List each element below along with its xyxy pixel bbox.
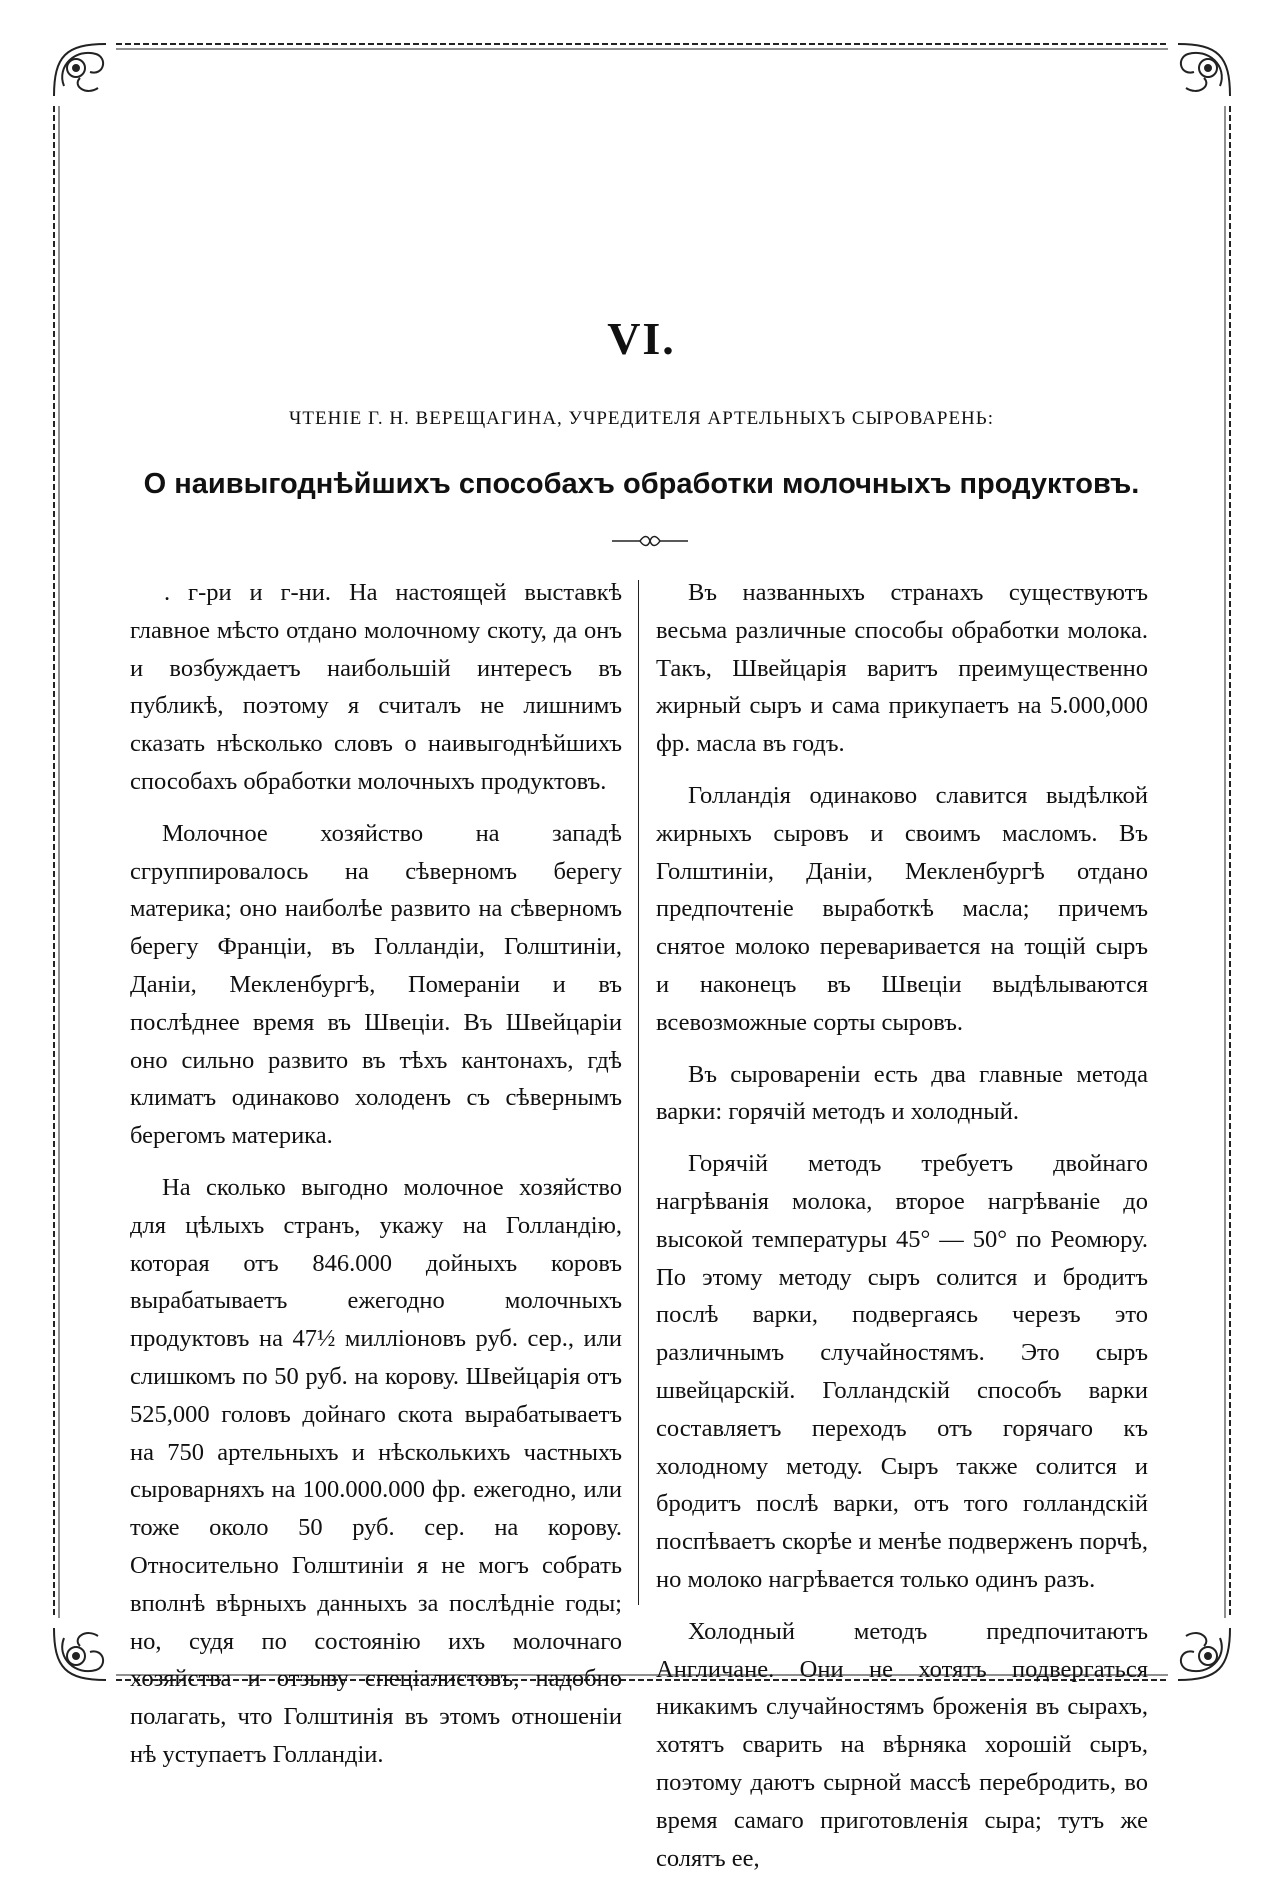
right-column [656,574,1148,1891]
left-paragraph-2: Молочное хозяйство на западѣ сгруппировалось на сѣверномъ берегу материка; оно наиболѣе развито на сѣверномъ берегу Франціи, въ Голландіи, Голштиніи, Даніи, Мекленбургѣ, Помераніи и въ послѣднее время въ Швеціи. Въ Швейцаріи оно сильно развито въ тѣхъ кантонахъ, гдѣ климатъ одинаково холоденъ съ сѣвернымъ берегомъ материка. [130,819,622,1150]
chapter-title: О наивыгоднѣйшихъ способахъ обработки молочныхъ продуктовъ. [143,468,1140,500]
left-paragraph-3: На сколько выгодно молочное хозяйство для цѣлыхъ странъ, укажу на Голландію, которая отъ 846.000 дойныхъ коровъ вырабатываетъ ежегодно молочныхъ продуктовъ на 47½ милліоновъ руб. сер., или слишкомъ по 50 руб. на корову. Швейцарія отъ 525,000 головъ дойнаго скота вырабатываетъ на 750 артельныхъ и нѣсколькихъ частныхъ сыроварняхъ на 100.000.000 фр. ежегодно, или тоже около 50 руб. сер. на корову. Относительно Голштиніи я не могъ собрать вполнѣ вѣрныхъ данныхъ за послѣдніе годы; но, судя по состоянію ихъ молочнаго хозяйства и отзыву спеціалистовъ, надобно полагать, что Голштинія въ этомъ отношеніи нѣ уступаетъ Голландіи. [130,1173,622,1768]
salutation: . г-ри и г-ни. [164,579,332,606]
left-paragraph-1 [130,574,622,801]
right-paragraph-2: Голландія одинаково славится выдѣлкой жирныхъ сыровъ и своимъ масломъ. Въ Голштиніи, Даніи, Мекленбургѣ отдано предпочтеніе выработкѣ масла; причемъ снятое молоко переваривается на тощій сыръ и наконецъ въ Швеціи выдѣлываются всевозможные сорты сыровъ. [656,781,1148,1036]
right-paragraph-5: Холодный методъ предпочитаютъ Англичане. Они не хотятъ подвергаться никакимъ случайностямъ броженія въ сырахъ, хотятъ сварить на вѣрняка хорошій сыръ, поэтому даютъ сырной массѣ перебродить, во время самаго приготовленія сыра; тутъ же солятъ ее, [656,1617,1148,1872]
right-paragraph-4: Горячій методъ требуетъ двойнаго нагрѣванія молока, второе нагрѣваніе до высокой температуры 45° — 50° по Реомюру. По этому методу сыръ солится и бродитъ послѣ варки, подвергаясь черезъ это различнымъ случайностямъ. Это сыръ швейцарскій. Голландскій способъ варки составляетъ переходъ отъ горячаго къ холодному методу. Сыръ также солится и бродитъ послѣ варки, отъ того голландскій поспѣваетъ скорѣе и менѣе подверженъ порчѣ, но молоко нагрѣвается только одинъ разъ. [656,1150,1148,1593]
divider-ornament-icon [610,534,690,548]
right-paragraph-3: Въ сыровареніи есть два главные метода варки: горячій методъ и холодный. [656,1060,1148,1126]
chapter-subtitle: ЧТЕНІЕ Г. Н. ВЕРЕЩАГИНА, УЧРЕДИТЕЛЯ АРТЕЛЬНЫХЪ СЫРОВАРЕНЬ: [289,408,994,429]
chapter-numeral: VI. [607,313,676,364]
right-paragraph-1: Въ названныхъ странахъ существуютъ весьма различные способы обработки молока. Такъ, Швейцарія варитъ преимущественно жирный сыръ и сама прикупаетъ на 5.000,000 фр. масла въ годъ. [656,579,1148,758]
left-paragraph-1-text: На настоящей выставкѣ главное мѣсто отдано молочному скоту, да онъ и возбуждаетъ наибольшій интересъ въ публикѣ, поэтому я считалъ не лишнимъ сказать нѣсколько словъ о наивыгоднѣйшихъ способахъ обработки молочныхъ продуктовъ. [130,579,622,795]
column-rule [638,580,639,1605]
left-column [130,574,622,1788]
